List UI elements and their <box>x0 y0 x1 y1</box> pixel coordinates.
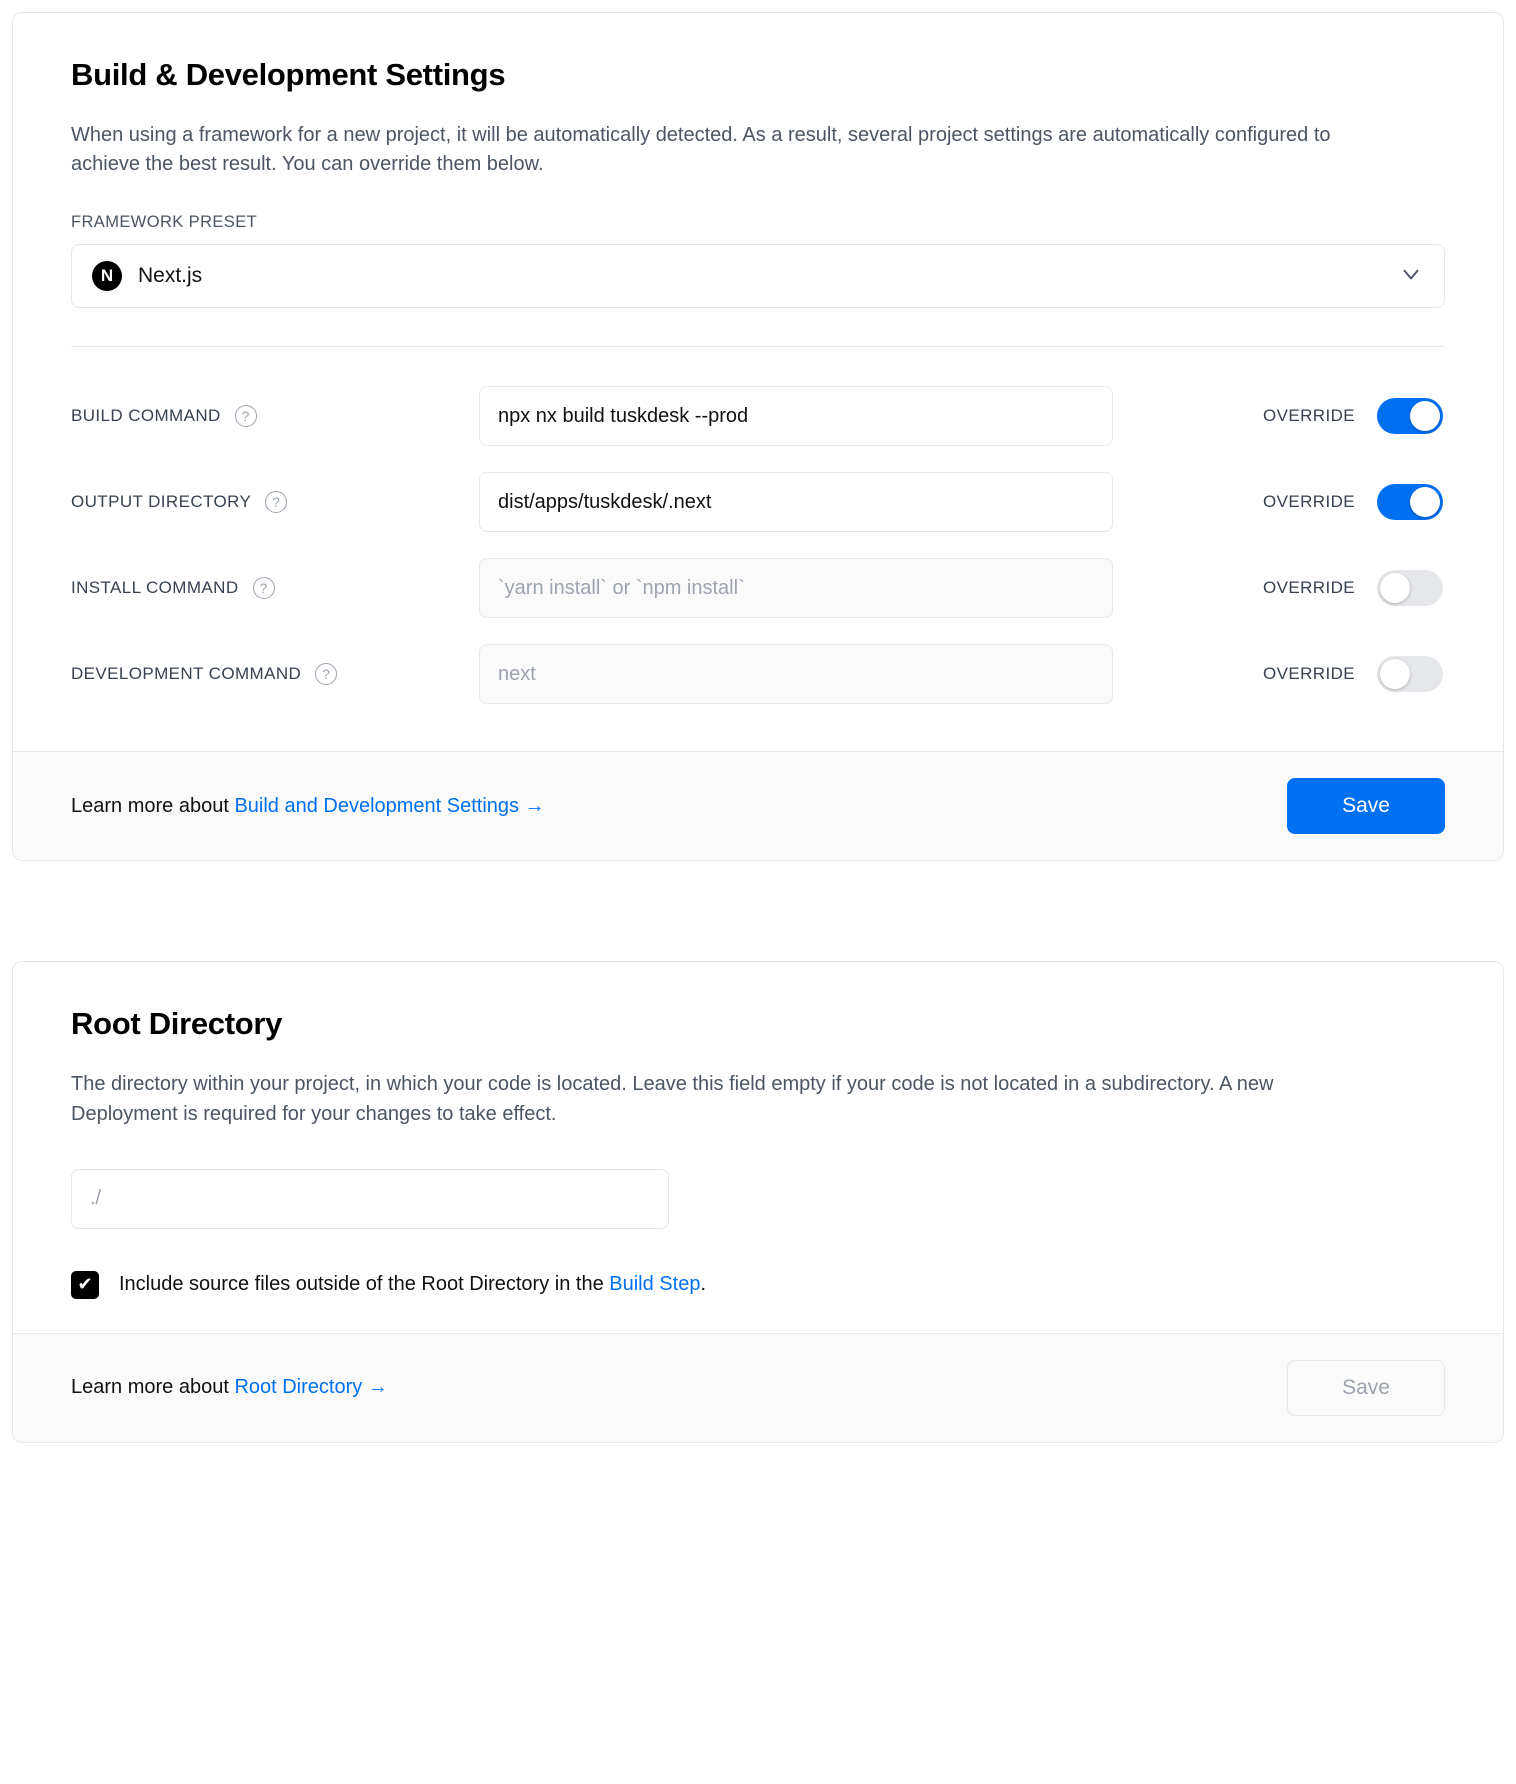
include-source-files-row <box>71 1271 1445 1299</box>
include-source-files-checkbox[interactable]: ✔ <box>71 1271 99 1299</box>
toggle-knob <box>1410 401 1440 431</box>
override-label: OVERRIDE <box>1263 406 1355 426</box>
build-command-override-group <box>1263 398 1445 434</box>
build-command-label: BUILD COMMAND <box>71 406 221 426</box>
build-and-development-settings-link[interactable]: Build and Development Settings → <box>234 794 545 817</box>
build-settings-card <box>12 12 1504 861</box>
development-command-label-group <box>71 663 479 685</box>
development-command-input[interactable] <box>479 644 1113 704</box>
install-command-override-group <box>1263 570 1445 606</box>
build-settings-body <box>13 13 1503 751</box>
nextjs-logo-icon: N <box>92 261 122 291</box>
output-directory-label-group <box>71 491 479 513</box>
build-step-link[interactable]: Build Step <box>609 1273 701 1296</box>
setting-row-install-command <box>71 545 1445 631</box>
root-directory-footer <box>13 1333 1503 1442</box>
checkbox-text-before: Include source files outside of the Root Directory in the <box>119 1273 610 1296</box>
root-directory-input[interactable] <box>71 1169 669 1229</box>
checkbox-text-after: . <box>700 1273 706 1296</box>
build-settings-learn-more <box>71 795 545 818</box>
setting-row-development-command <box>71 631 1445 717</box>
override-label: OVERRIDE <box>1263 492 1355 512</box>
framework-preset-selected <box>92 261 202 291</box>
toggle-knob <box>1380 573 1410 603</box>
override-label: OVERRIDE <box>1263 664 1355 684</box>
setting-row-build-command <box>71 373 1445 459</box>
section-divider <box>71 346 1445 347</box>
output-directory-override-toggle[interactable] <box>1377 484 1443 520</box>
install-command-label: INSTALL COMMAND <box>71 578 239 598</box>
development-command-override-group <box>1263 656 1445 692</box>
help-icon[interactable]: ? <box>315 663 337 685</box>
root-directory-link[interactable]: Root Directory → <box>234 1376 388 1399</box>
page-title: Build & Development Settings <box>71 57 506 92</box>
setting-row-output-directory <box>71 459 1445 545</box>
root-directory-description: The directory within your project, in which your code is located. Leave this field empty if your code is not located in a subdirectory. A new Deployment is required for your changes to take effect. <box>71 1073 1274 1125</box>
output-directory-override-group <box>1263 484 1445 520</box>
build-settings-description: When using a framework for a new project, it will be automatically detected. As a result, several project settings are automatically configured to achieve the best result. You can override them below. <box>71 124 1331 176</box>
development-command-label: DEVELOPMENT COMMAND <box>71 664 302 684</box>
build-command-input[interactable] <box>479 386 1113 446</box>
chevron-down-icon <box>1398 261 1424 292</box>
save-button[interactable]: Save <box>1287 778 1445 834</box>
build-command-label-group <box>71 405 479 427</box>
output-directory-label: OUTPUT DIRECTORY <box>71 492 252 512</box>
framework-preset-select[interactable] <box>71 244 1445 308</box>
framework-preset-label: FRAMEWORK PRESET <box>71 213 258 232</box>
install-command-override-toggle[interactable] <box>1377 570 1443 606</box>
toggle-knob <box>1380 659 1410 689</box>
help-icon[interactable]: ? <box>265 491 287 513</box>
toggle-knob <box>1410 487 1440 517</box>
root-directory-card <box>12 961 1504 1442</box>
card-spacer <box>12 861 1504 961</box>
build-command-override-toggle[interactable] <box>1377 398 1443 434</box>
help-icon[interactable]: ? <box>253 577 275 599</box>
framework-preset-value: Next.js <box>138 264 203 288</box>
build-settings-footer <box>13 751 1503 860</box>
root-directory-body <box>13 962 1503 1332</box>
include-source-files-label <box>119 1273 706 1296</box>
learn-more-prefix: Learn more about <box>71 1376 235 1399</box>
learn-more-prefix: Learn more about <box>71 794 235 817</box>
development-command-override-toggle[interactable] <box>1377 656 1443 692</box>
install-command-label-group <box>71 577 479 599</box>
output-directory-input[interactable] <box>479 472 1113 532</box>
override-label: OVERRIDE <box>1263 578 1355 598</box>
root-directory-learn-more <box>71 1376 388 1399</box>
root-directory-save-button[interactable]: Save <box>1287 1360 1445 1416</box>
help-icon[interactable]: ? <box>235 405 257 427</box>
install-command-input[interactable] <box>479 558 1113 618</box>
root-directory-title: Root Directory <box>71 1006 283 1042</box>
